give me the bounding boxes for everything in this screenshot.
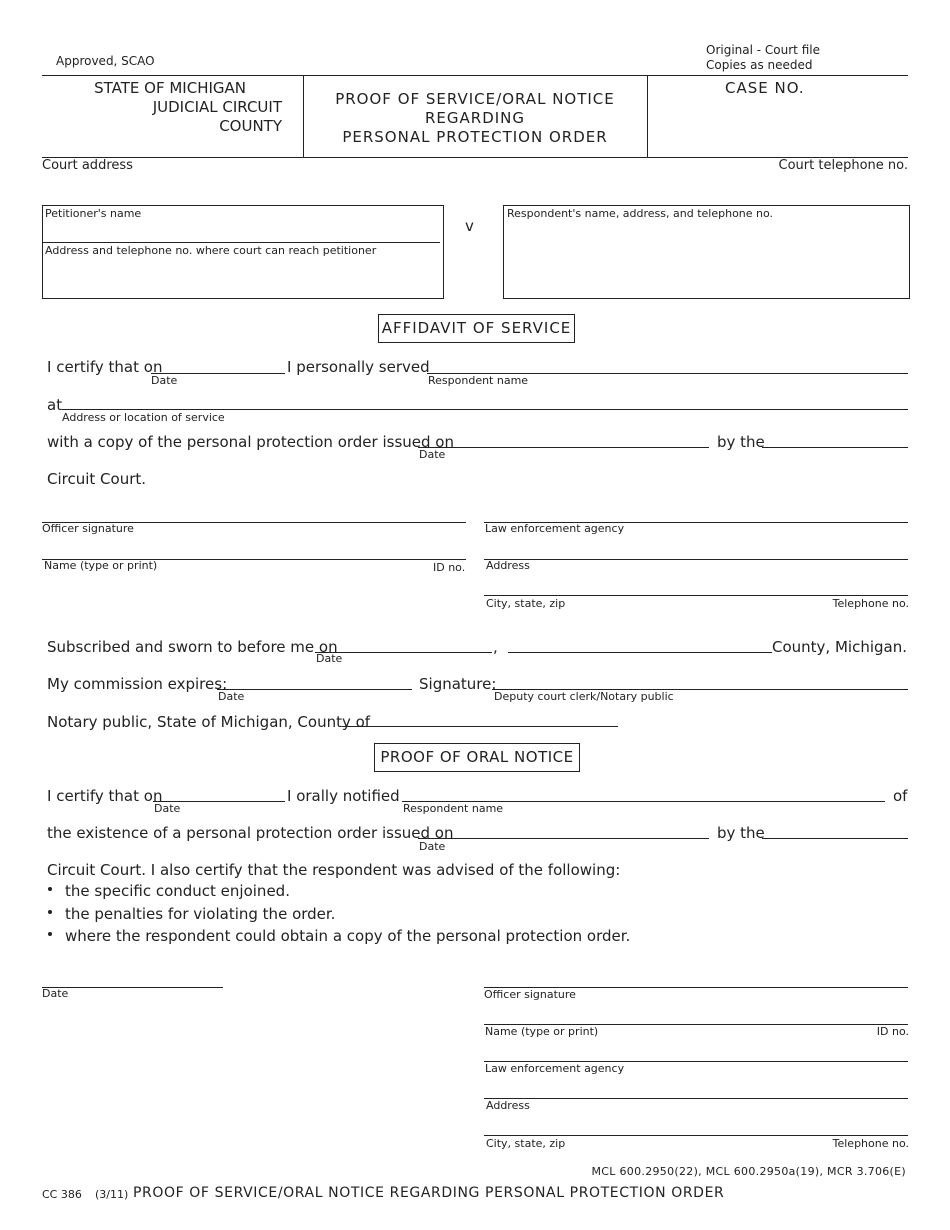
oral-circuit-field[interactable]	[762, 838, 908, 839]
header-divider-2	[647, 75, 648, 157]
existence-text: the existence of a personal protection order issued on	[47, 824, 454, 842]
oral-respondent-label: Respondent name	[403, 802, 504, 815]
circuit-court-text: Circuit Court.	[47, 470, 147, 488]
petitioner-name-field[interactable]	[44, 222, 440, 242]
versus: v	[465, 217, 474, 235]
subscribed-text: Subscribed and sworn to before me on	[47, 638, 338, 656]
court-telephone-label: Court telephone no.	[778, 158, 908, 173]
agency-address-field[interactable]	[484, 559, 908, 560]
order-date-field[interactable]	[418, 447, 709, 448]
bullet-1	[48, 887, 52, 891]
copy-text: with a copy of the personal protection order issued on	[47, 433, 454, 451]
comma: ,	[493, 638, 498, 656]
service-address-field[interactable]	[62, 409, 908, 410]
oral-notice-heading: PROOF OF ORAL NOTICE	[374, 743, 580, 772]
form-revision: (3/11)	[95, 1188, 129, 1201]
petitioner-name-label: Petitioner's name	[45, 207, 142, 220]
form-number: CC 386	[42, 1188, 82, 1201]
petitioner-address-label: Address and telephone no. where court can reach petitioner	[45, 244, 377, 257]
bullet-3	[48, 932, 52, 936]
county-michigan-text: County, Michigan.	[772, 638, 907, 656]
served-respondent-label: Respondent name	[428, 374, 529, 387]
advised-item-1: the specific conduct enjoined.	[65, 882, 290, 900]
judicial-circuit: JUDICIAL CIRCUIT	[152, 98, 282, 116]
by-the-text: by the	[717, 433, 765, 451]
agency-label: Law enforcement agency	[485, 522, 625, 535]
form-title-line-1: PROOF OF SERVICE/ORAL NOTICE	[335, 90, 615, 108]
oral-order-date-field[interactable]	[418, 838, 709, 839]
header-top-rule	[42, 75, 908, 76]
oral-sig-date-label: Date	[42, 987, 69, 1000]
officer-signature-label: Officer signature	[42, 522, 134, 535]
of-text: of	[893, 787, 908, 805]
served-text: I personally served	[287, 358, 430, 376]
oral-circuit-court-text: Circuit Court. I also certify that the respondent was advised of the following:	[47, 861, 621, 879]
certify-text: I certify that on	[47, 358, 163, 376]
oral-order-date-label: Date	[419, 840, 446, 853]
respondent-label: Respondent's name, address, and telephone no.	[507, 207, 774, 220]
oral-sig-date-field[interactable]	[42, 987, 223, 988]
agency-telephone-label: Telephone no.	[832, 597, 909, 610]
agency-city-field[interactable]	[484, 595, 908, 596]
affidavit-heading: AFFIDAVIT OF SERVICE	[378, 314, 575, 343]
service-date-label: Date	[151, 374, 178, 387]
case-no-label: CASE NO.	[725, 79, 805, 97]
court-address-label: Court address	[42, 158, 133, 173]
signature-text: Signature:	[419, 675, 497, 693]
commission-text: My commission expires:	[47, 675, 228, 693]
form-title-line-2: REGARDING	[424, 109, 526, 127]
commission-date-field[interactable]	[217, 689, 412, 690]
at-text: at	[47, 396, 63, 414]
oral-certify-text: I certify that on	[47, 787, 163, 805]
oral-city-field[interactable]	[484, 1135, 908, 1136]
form-title-line-3: PERSONAL PROTECTION ORDER	[342, 128, 608, 146]
respondent-field[interactable]	[506, 222, 906, 294]
oral-date-label: Date	[154, 802, 181, 815]
agency-address-label: Address	[486, 559, 530, 572]
state-of-michigan: STATE OF MICHIGAN	[94, 79, 246, 97]
service-address-label: Address or location of service	[62, 411, 225, 424]
advised-item-2: the penalties for violating the order.	[65, 905, 336, 923]
advised-item-3: where the respondent could obtain a copy of the personal protection order.	[65, 927, 631, 945]
notified-text: I orally notified	[287, 787, 400, 805]
bullet-2	[48, 910, 52, 914]
sworn-county-field[interactable]	[508, 652, 772, 653]
oral-telephone-label: Telephone no.	[832, 1137, 909, 1150]
approved-scao: Approved, SCAO	[56, 54, 155, 68]
oral-address-label: Address	[486, 1099, 530, 1112]
oral-by-the-text: by the	[717, 824, 765, 842]
oral-city-label: City, state, zip	[486, 1137, 566, 1150]
order-date-label: Date	[419, 448, 446, 461]
officer-id-label: ID no.	[433, 561, 466, 574]
notary-text: Notary public, State of Michigan, County of	[47, 713, 371, 731]
agency-city-label: City, state, zip	[486, 597, 566, 610]
deputy-label: Deputy court clerk/Notary public	[494, 690, 674, 703]
oral-address-field[interactable]	[484, 1098, 908, 1099]
sworn-date-label: Date	[316, 652, 343, 665]
case-no-field[interactable]	[650, 98, 906, 154]
copies-line-1: Original - Court file	[706, 43, 820, 57]
copies-line-2: Copies as needed	[706, 58, 813, 72]
oral-officer-name-label: Name (type or print)	[485, 1025, 599, 1038]
circuit-name-field[interactable]	[762, 447, 908, 448]
oral-officer-id-label: ID no.	[876, 1025, 909, 1038]
commission-date-label: Date	[218, 690, 245, 703]
petitioner-box-divider	[42, 242, 440, 243]
county-label: COUNTY	[219, 117, 282, 135]
officer-name-label: Name (type or print)	[44, 559, 158, 572]
notary-county-field[interactable]	[342, 726, 618, 727]
petitioner-address-field[interactable]	[44, 259, 440, 295]
oral-agency-label: Law enforcement agency	[485, 1062, 625, 1075]
statute-citations: MCL 600.2950(22), MCL 600.2950a(19), MCR 3.706(E)	[591, 1165, 906, 1178]
oral-officer-signature-label: Officer signature	[484, 988, 576, 1001]
footer-title: PROOF OF SERVICE/ORAL NOTICE REGARDING PERSONAL PROTECTION ORDER	[133, 1185, 725, 1201]
